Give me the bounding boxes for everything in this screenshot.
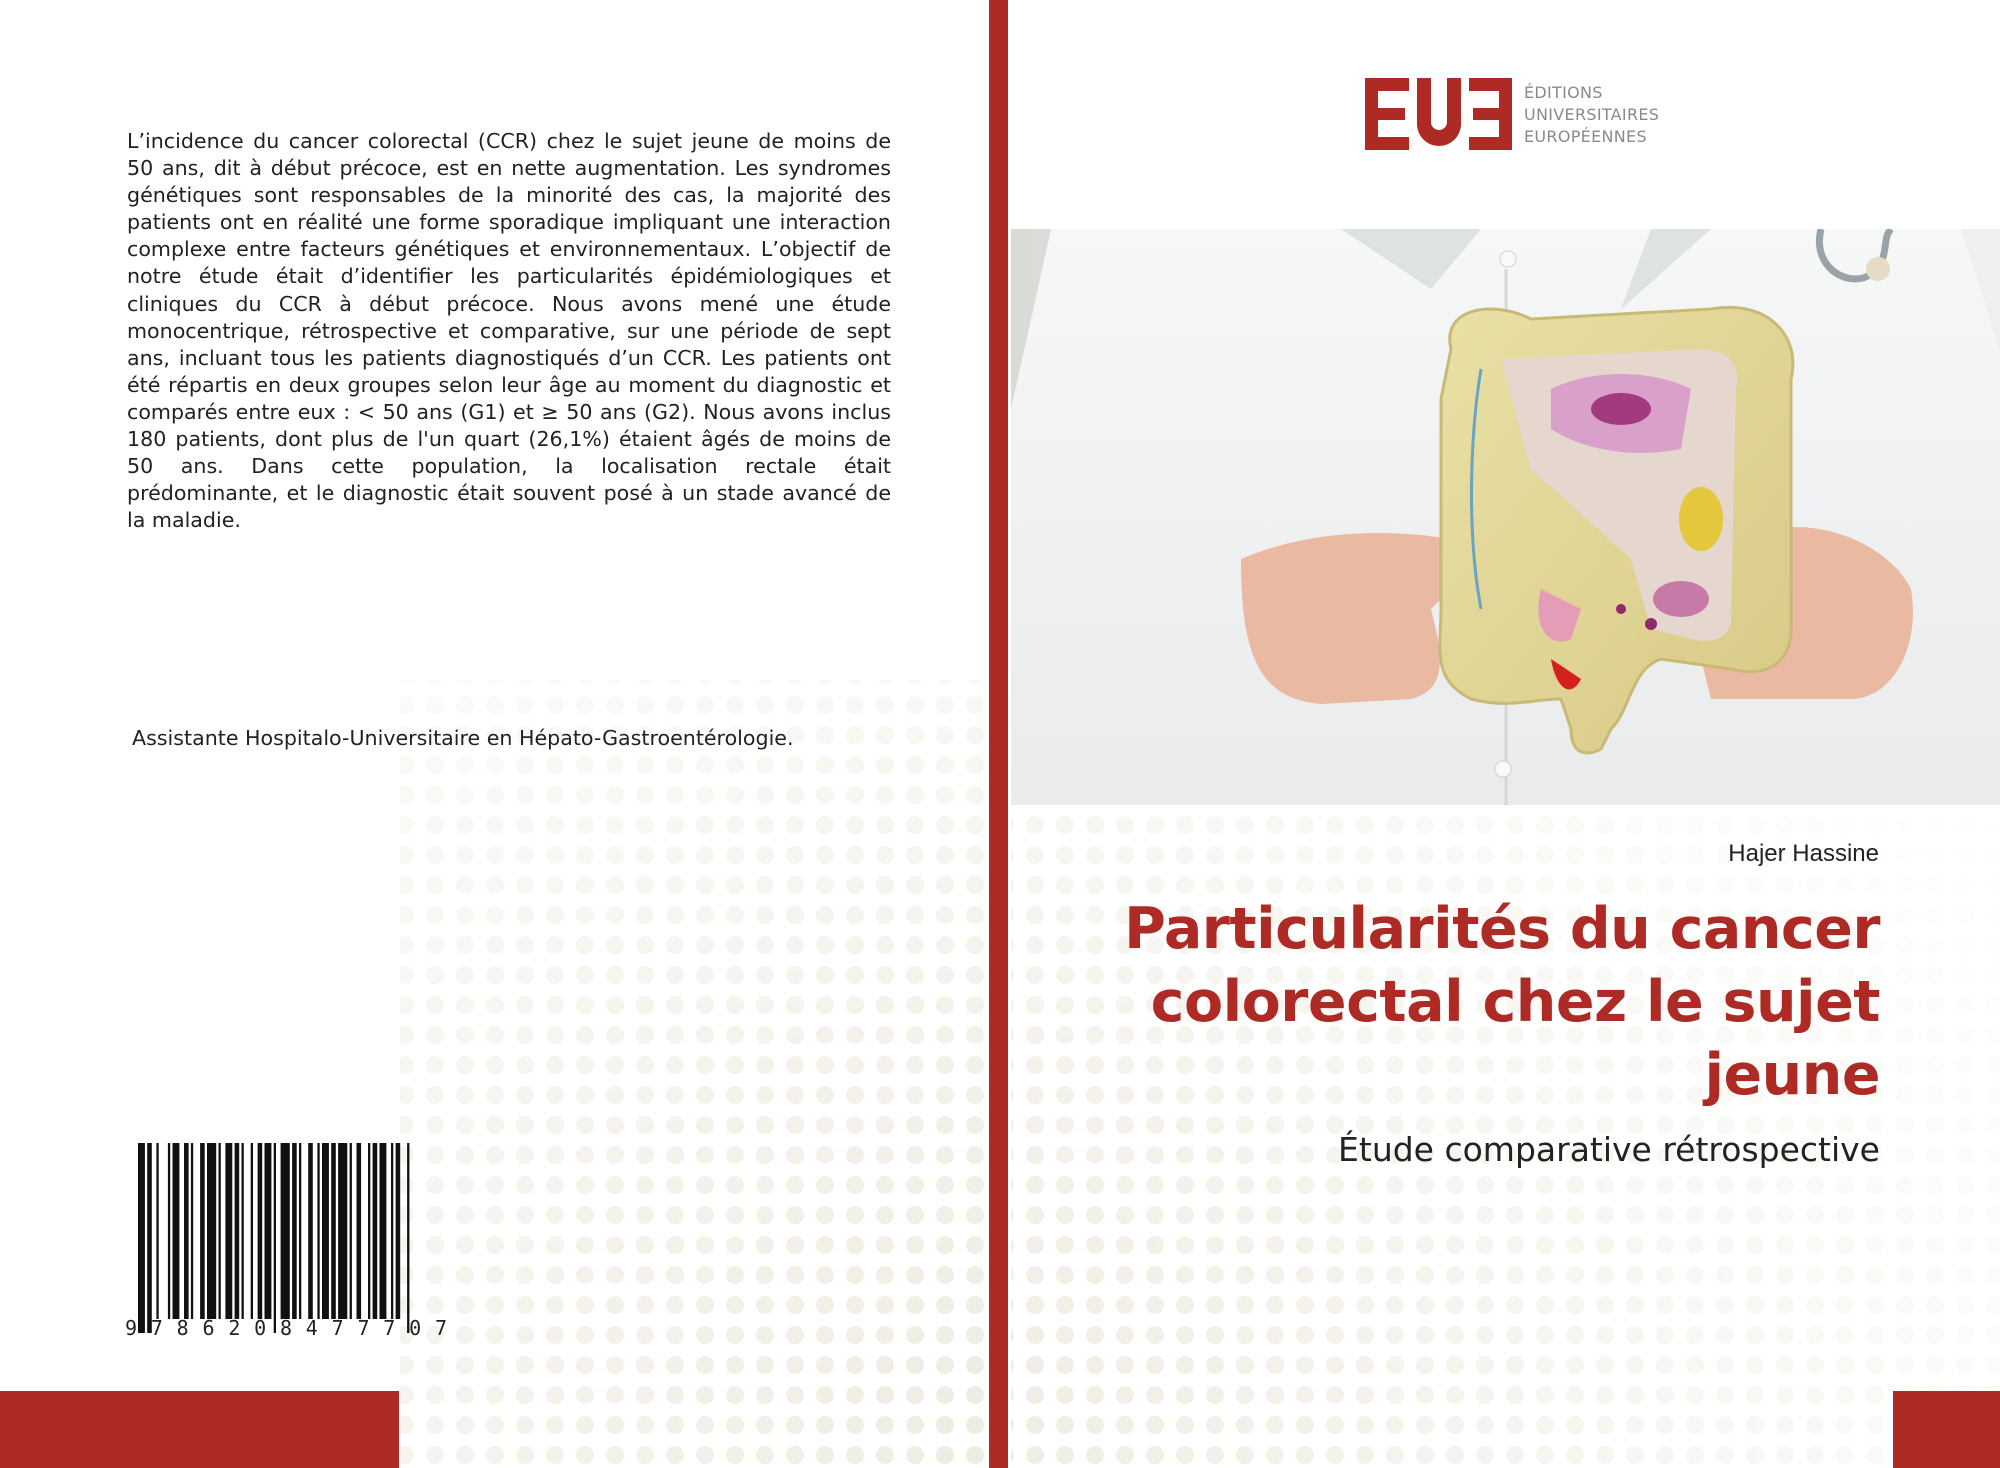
- barcode-bar: [322, 1143, 329, 1319]
- isbn-digit: 7: [357, 1316, 370, 1340]
- book-subtitle: Étude comparative rétrospective: [1338, 1130, 1880, 1169]
- barcode-bar: [156, 1143, 158, 1319]
- isbn-digit: 7: [434, 1316, 447, 1340]
- barcode-bar: [225, 1143, 232, 1319]
- barcode-bar: [207, 1143, 216, 1319]
- isbn-digit: 4: [305, 1316, 318, 1340]
- abstract-line: patients ont en réalité une forme sporadique impliquant une interaction: [127, 210, 891, 235]
- barcode-bar: [168, 1143, 170, 1319]
- barcode-bar: [331, 1143, 336, 1319]
- isbn-barcode: [130, 1143, 456, 1333]
- barcode-bar: [219, 1143, 221, 1319]
- isbn-digit: 9: [125, 1316, 138, 1340]
- barcode-bar: [338, 1143, 347, 1319]
- barcode-bar: [235, 1143, 240, 1319]
- barcode-bar: [380, 1143, 387, 1319]
- book-spine: [989, 0, 1008, 1468]
- abstract-line: la maladie.: [127, 508, 241, 533]
- book-title: [1100, 893, 1880, 1112]
- eue-logo-icon: [1365, 78, 1513, 152]
- abstract-line: 50 ans. Dans cette population, la localisation rectale était: [127, 454, 891, 479]
- isbn-digit: 0: [254, 1316, 267, 1340]
- barcode-bar: [281, 1143, 290, 1319]
- isbn-digit: 7: [331, 1316, 344, 1340]
- abstract-line: cliniques du CCR à début précoce. Nous avons mené une étude: [127, 291, 891, 316]
- barcode-bar: [368, 1143, 370, 1319]
- cover-photo-colon-model: [1011, 229, 2000, 805]
- abstract-line: comparés entre eux : < 50 ans (G1) et ≥ 50 ans (G2). Nous avons inclus: [127, 399, 891, 424]
- publisher-line: ÉDITIONS: [1524, 83, 1603, 102]
- publisher-line: UNIVERSITAIRES: [1524, 105, 1660, 124]
- isbn-digit: 8: [176, 1316, 189, 1340]
- isbn-number: [125, 1316, 447, 1340]
- author-name: Hajer Hassine: [1728, 840, 1879, 867]
- title-line: Particularités du cancer: [1124, 896, 1880, 962]
- publisher-name: [1524, 82, 1659, 148]
- barcode-bar: [396, 1143, 401, 1319]
- abstract-line: L’incidence du cancer colorectal (CCR) chez le sujet jeune de moins de: [127, 129, 891, 153]
- abstract-line: notre étude était d’identifier les particularités épidémiologiques et: [127, 264, 891, 289]
- barcode-bar: [147, 1143, 152, 1333]
- barcode-bar: [242, 1143, 244, 1319]
- author-affiliation: Assistante Hospitalo-Universitaire en Hépato-Gastroentérologie.: [132, 726, 794, 750]
- isbn-digit: 7: [383, 1316, 396, 1340]
- title-line: colorectal chez le sujet: [1150, 969, 1880, 1035]
- abstract-line: prédominante, et le diagnostic était souvent posé à un stade avancé de: [127, 481, 891, 506]
- barcode-bar: [251, 1143, 253, 1319]
- barcode-bar: [407, 1143, 409, 1333]
- barcode-bar: [274, 1143, 276, 1333]
- barcode-bar: [258, 1143, 263, 1319]
- accent-bar-right: [1893, 1391, 2000, 1468]
- barcode-bar: [200, 1143, 205, 1319]
- abstract-line: ans, incluant tous les patients diagnostiqués d’un CCR. Les patients ont: [127, 345, 891, 370]
- barcode-bar: [308, 1143, 313, 1319]
- barcode-bar: [299, 1143, 301, 1319]
- abstract-line: génétiques sont responsables de la minorité des cas, la majorité des: [127, 183, 891, 208]
- barcode-bar: [391, 1143, 393, 1319]
- accent-bar-left: [0, 1391, 399, 1468]
- isbn-digit: 8: [279, 1316, 293, 1340]
- barcode-bar: [292, 1143, 297, 1319]
- barcode-bar: [317, 1143, 319, 1319]
- barcode-bar: [184, 1143, 189, 1319]
- barcode-bar: [191, 1143, 193, 1319]
- barcode-bar: [357, 1143, 362, 1319]
- title-line: jeune: [1704, 1042, 1880, 1108]
- back-cover-abstract: [127, 128, 891, 534]
- abstract-line: 50 ans, dit à début précoce, est en nette augmentation. Les syndromes: [127, 156, 891, 181]
- abstract-line: été répartis en deux groupes selon leur âge au moment du diagnostic et: [127, 372, 891, 397]
- abstract-line: monocentrique, rétrospective et comparative, sur une période de sept: [127, 318, 891, 343]
- abstract-line: 180 patients, dont plus de l'un quart (26,1%) étaient âgés de moins de: [127, 427, 891, 452]
- isbn-digit: 2: [228, 1316, 241, 1340]
- barcode-bar: [173, 1143, 180, 1319]
- isbn-digit: 0: [409, 1316, 422, 1340]
- publisher-line: EUROPÉENNES: [1524, 127, 1647, 146]
- isbn-digit: 7: [150, 1316, 163, 1340]
- isbn-digit: 6: [202, 1316, 215, 1340]
- barcode-bar: [265, 1143, 272, 1319]
- abstract-line: complexe entre facteurs génétiques et environnementaux. L’objectif de: [127, 237, 891, 262]
- barcode-bar: [350, 1143, 352, 1319]
- barcode-bar: [138, 1143, 145, 1333]
- barcode-bar: [373, 1143, 378, 1319]
